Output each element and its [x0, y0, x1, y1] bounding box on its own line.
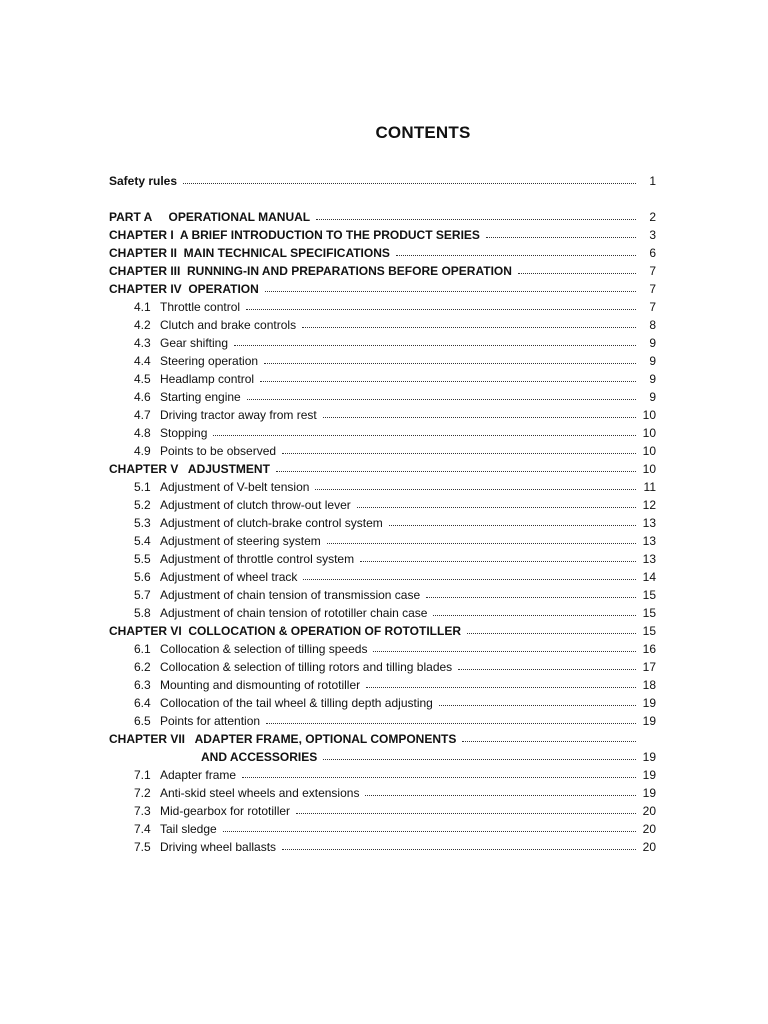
toc-entry-s4-7 — [109, 404, 656, 422]
dot-leader — [302, 327, 636, 328]
toc-page-number: 12 — [642, 498, 656, 512]
toc-entry-s5-6 — [109, 566, 656, 584]
toc-entry-label: Clutch and brake controls — [160, 318, 297, 332]
dot-leader — [246, 309, 636, 310]
toc-section-number: 5.6 — [134, 570, 151, 584]
toc-entry-ch2 — [109, 242, 656, 260]
toc-entry-s5-1 — [109, 476, 656, 494]
toc-section-number: 5.3 — [134, 516, 151, 530]
dot-leader — [260, 381, 636, 382]
toc-entry-label: CHAPTER I A BRIEF INTRODUCTION TO THE PRODUCT SERIES — [109, 228, 480, 242]
toc-entry-label: PART A OPERATIONAL MANUAL — [109, 210, 311, 224]
dot-leader — [486, 237, 636, 238]
toc-entry-label: Throttle control — [160, 300, 241, 314]
toc-page-number: 17 — [642, 660, 656, 674]
toc-entry-label: Steering operation — [160, 354, 259, 368]
table-of-contents — [109, 170, 656, 854]
toc-page-number: 9 — [649, 354, 656, 368]
toc-entry-s7-1 — [109, 764, 656, 782]
toc-entry-ch3 — [109, 260, 656, 278]
toc-page-number: 9 — [649, 390, 656, 404]
toc-page-number: 9 — [649, 372, 656, 386]
dot-leader — [315, 489, 636, 490]
toc-page-number: 10 — [642, 444, 656, 458]
toc-entry-s5-3 — [109, 512, 656, 530]
toc-entry-s4-8 — [109, 422, 656, 440]
toc-entry-label: Tail sledge — [160, 822, 217, 836]
dot-leader — [518, 273, 636, 274]
dot-leader — [316, 219, 636, 220]
toc-entry-label: Adjustment of steering system — [160, 534, 321, 548]
toc-page-number: 20 — [642, 822, 656, 836]
toc-page-number: 3 — [649, 228, 656, 242]
toc-entry-label: Adjustment of clutch throw-out lever — [160, 498, 351, 512]
toc-entry-label: Stopping — [160, 426, 208, 440]
toc-entry-s6-5 — [109, 710, 656, 728]
toc-entry-s7-3 — [109, 800, 656, 818]
toc-page-number: 13 — [642, 516, 656, 530]
toc-page-number: 6 — [649, 246, 656, 260]
toc-section-number: 4.9 — [134, 444, 151, 458]
toc-entry-s5-8 — [109, 602, 656, 620]
toc-page-number: 15 — [642, 588, 656, 602]
toc-section-number: 5.4 — [134, 534, 151, 548]
toc-page-number: 10 — [642, 462, 656, 476]
dot-leader — [327, 543, 636, 544]
dot-leader — [282, 849, 636, 850]
toc-entry-label: CHAPTER IV OPERATION — [109, 282, 259, 296]
toc-section-number: 5.2 — [134, 498, 151, 512]
toc-entry-s6-2 — [109, 656, 656, 674]
toc-entry-label: Collocation of the tail wheel & tilling depth adjusting — [160, 696, 433, 710]
toc-page-number: 7 — [649, 264, 656, 278]
toc-entry-s6-4 — [109, 692, 656, 710]
toc-page-number: 7 — [649, 300, 656, 314]
dot-leader — [323, 417, 636, 418]
toc-entry-label: Adjustment of throttle control system — [160, 552, 355, 566]
toc-entry-label: Adjustment of wheel track — [160, 570, 298, 584]
toc-entry-s4-3 — [109, 332, 656, 350]
toc-section-number: 4.8 — [134, 426, 151, 440]
toc-entry-ch6 — [109, 620, 656, 638]
toc-page-number: 19 — [642, 768, 656, 782]
toc-entry-label: CHAPTER II MAIN TECHNICAL SPECIFICATIONS — [109, 246, 390, 260]
toc-entry-label: Starting engine — [160, 390, 241, 404]
toc-page-number: 19 — [642, 750, 656, 764]
toc-entry-label: Mounting and dismounting of rototiller — [160, 678, 361, 692]
toc-entry-s5-7 — [109, 584, 656, 602]
toc-entry-label: CHAPTER VII ADAPTER FRAME, OPTIONAL COMPONENTS — [109, 732, 457, 746]
toc-page-number: 13 — [642, 552, 656, 566]
dot-leader — [433, 615, 636, 616]
page-title: CONTENTS — [375, 123, 471, 142]
dot-leader — [242, 777, 636, 778]
toc-entry-s5-2 — [109, 494, 656, 512]
toc-section-number: 6.5 — [134, 714, 151, 728]
toc-section-number: 5.8 — [134, 606, 151, 620]
toc-entry-ch7 — [109, 728, 656, 746]
toc-entry-label: Driving wheel ballasts — [160, 840, 277, 854]
toc-entry-s7-4 — [109, 818, 656, 836]
toc-entry-label: Adapter frame — [160, 768, 237, 782]
toc-section-number: 7.1 — [134, 768, 151, 782]
toc-page-number: 11 — [643, 480, 656, 494]
toc-section-number: 6.1 — [134, 642, 151, 656]
toc-section-number: 4.3 — [134, 336, 151, 350]
toc-entry-s4-4 — [109, 350, 656, 368]
toc-entry-s7-2 — [109, 782, 656, 800]
toc-entry-label: Points for attention — [160, 714, 261, 728]
toc-entry-part-a — [109, 206, 656, 224]
toc-entry-ch5 — [109, 458, 656, 476]
toc-entry-label: Mid-gearbox for rototiller — [160, 804, 291, 818]
toc-section-number: 5.5 — [134, 552, 151, 566]
toc-section-number: 7.4 — [134, 822, 151, 836]
toc-entry-label: CHAPTER V ADJUSTMENT — [109, 462, 270, 476]
toc-entry-label: Headlamp control — [160, 372, 255, 386]
dot-leader — [389, 525, 636, 526]
dot-leader — [183, 183, 636, 184]
toc-page-number: 15 — [642, 624, 656, 638]
dot-leader — [360, 561, 636, 562]
toc-page-number: 15 — [642, 606, 656, 620]
dot-leader — [462, 741, 636, 742]
toc-entry-label: Collocation & selection of tilling rotors and tilling blades — [160, 660, 453, 674]
dot-leader — [264, 363, 636, 364]
dot-leader — [223, 831, 636, 832]
dot-leader — [458, 669, 636, 670]
toc-entry-s4-2 — [109, 314, 656, 332]
toc-section-number: 4.7 — [134, 408, 151, 422]
toc-page-number: 20 — [642, 804, 656, 818]
dot-leader — [323, 759, 636, 760]
toc-entry-label: Adjustment of chain tension of rototiller chain case — [160, 606, 428, 620]
toc-page-number: 10 — [642, 408, 656, 422]
toc-entry-label: Anti-skid steel wheels and extensions — [160, 786, 360, 800]
dot-leader — [373, 651, 636, 652]
toc-page-number: 20 — [642, 840, 656, 854]
toc-entry-label: CHAPTER III RUNNING-IN AND PREPARATIONS BEFORE OPERATION — [109, 264, 512, 278]
toc-entry-safety — [109, 170, 656, 188]
toc-page-number: 13 — [642, 534, 656, 548]
toc-page-number: 7 — [649, 282, 656, 296]
toc-section-number: 7.3 — [134, 804, 151, 818]
toc-entry-s6-3 — [109, 674, 656, 692]
toc-section-number: 6.4 — [134, 696, 151, 710]
dot-leader — [366, 687, 636, 688]
dot-leader — [276, 471, 636, 472]
dot-leader — [282, 453, 636, 454]
toc-entry-s6-1 — [109, 638, 656, 656]
toc-entry-s4-9 — [109, 440, 656, 458]
toc-section-number: 4.2 — [134, 318, 151, 332]
toc-entry-s4-1 — [109, 296, 656, 314]
toc-entry-label: Adjustment of clutch-brake control system — [160, 516, 383, 530]
dot-leader — [396, 255, 636, 256]
toc-page-number: 9 — [649, 336, 656, 350]
toc-page-number: 14 — [642, 570, 656, 584]
toc-section-number: 5.1 — [134, 480, 151, 494]
toc-section-number: 4.1 — [134, 300, 151, 314]
toc-entry-s4-5 — [109, 368, 656, 386]
toc-entry-label: CHAPTER VI COLLOCATION & OPERATION OF ROTOTILLER — [109, 624, 461, 638]
toc-section-number: 5.7 — [134, 588, 151, 602]
toc-page-number: 19 — [642, 786, 656, 800]
toc-page-number: 8 — [649, 318, 656, 332]
dot-leader — [467, 633, 636, 634]
toc-entry-label: Collocation & selection of tilling speeds — [160, 642, 368, 656]
dot-leader — [296, 813, 636, 814]
toc-section-number: 4.6 — [134, 390, 151, 404]
toc-entry-s5-4 — [109, 530, 656, 548]
dot-leader — [234, 345, 636, 346]
dot-leader — [365, 795, 636, 796]
toc-entry-s5-5 — [109, 548, 656, 566]
toc-entry-label: AND ACCESSORIES — [201, 750, 318, 764]
dot-leader — [265, 291, 636, 292]
toc-entry-label: Gear shifting — [160, 336, 229, 350]
toc-entry-label: Points to be observed — [160, 444, 277, 458]
dot-leader — [213, 435, 636, 436]
toc-entry-ch4 — [109, 278, 656, 296]
toc-page-number: 1 — [649, 174, 656, 188]
toc-entry-label: Adjustment of chain tension of transmission case — [160, 588, 421, 602]
toc-page-number: 18 — [642, 678, 656, 692]
dot-leader — [439, 705, 636, 706]
toc-section-number: 6.2 — [134, 660, 151, 674]
dot-leader — [426, 597, 636, 598]
toc-section-number: 7.5 — [134, 840, 151, 854]
dot-leader — [303, 579, 636, 580]
toc-section-number: 7.2 — [134, 786, 151, 800]
toc-entry-ch7-cont — [109, 746, 656, 764]
toc-entry-label: Driving tractor away from rest — [160, 408, 317, 422]
toc-entry-s7-5 — [109, 836, 656, 854]
toc-entry-ch1 — [109, 224, 656, 242]
toc-page-number: 19 — [642, 696, 656, 710]
toc-section-number: 6.3 — [134, 678, 151, 692]
toc-page-number: 16 — [642, 642, 656, 656]
dot-leader — [266, 723, 636, 724]
toc-page-number: 2 — [649, 210, 656, 224]
dot-leader — [357, 507, 636, 508]
toc-entry-label: Safety rules — [109, 174, 178, 188]
toc-entry-s4-6 — [109, 386, 656, 404]
toc-section-number: 4.4 — [134, 354, 151, 368]
toc-entry-label: Adjustment of V-belt tension — [160, 480, 310, 494]
toc-section-number: 4.5 — [134, 372, 151, 386]
toc-page-number: 10 — [642, 426, 656, 440]
dot-leader — [247, 399, 636, 400]
toc-page-number: 19 — [642, 714, 656, 728]
